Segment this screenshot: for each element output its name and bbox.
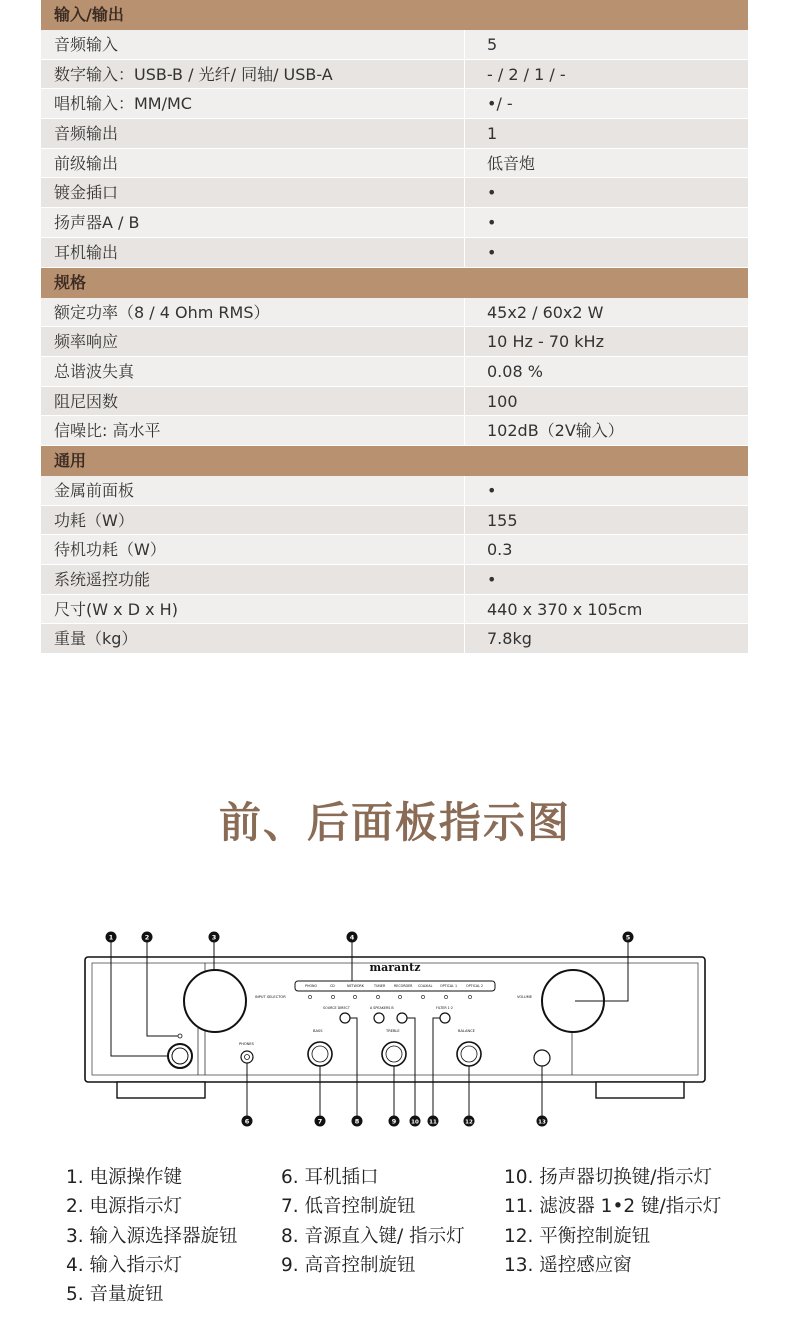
legend-item: 1. 电源操作键 [66, 1167, 183, 1188]
spec-table [41, 0, 748, 654]
spec-key: 音频输入 [41, 30, 465, 59]
front-panel-diagram [80, 925, 710, 1135]
remote-sensor [534, 1050, 550, 1066]
table-row [41, 149, 748, 179]
spec-value: • [487, 570, 497, 589]
power-button-inner [172, 1048, 188, 1064]
spec-key: 尺寸(W x D x H) [41, 595, 465, 624]
input-label: OPTICAL 1 [440, 984, 458, 988]
section-header-general: 通用 [41, 446, 748, 476]
spec-value: 100 [487, 391, 518, 411]
spec-key: 耳机输出 [41, 238, 465, 267]
speakers-label: A SPEAKERS B [370, 1006, 394, 1010]
input-selector-knob [184, 970, 246, 1032]
callout-number: 11 [429, 1119, 437, 1126]
input-label: TUNER [374, 984, 386, 988]
table-row [41, 178, 748, 208]
diagram-title: 前、后面板指示图 [218, 798, 571, 847]
table-row [41, 387, 748, 417]
legend-item: 8. 音源直入键/ 指示灯 [281, 1225, 465, 1247]
callout-number: 3 [211, 933, 217, 942]
foot-right [596, 1082, 684, 1098]
spec-key: 功耗（W） [41, 506, 465, 535]
callout-number: 4 [349, 933, 355, 942]
table-row [41, 119, 748, 149]
legend-item: 12. 平衡控制旋钮 [504, 1225, 651, 1247]
spec-value: 440 x 370 x 105cm [487, 599, 643, 619]
legend-column-1 [66, 1163, 238, 1309]
table-row [41, 327, 748, 357]
legend-item: 11. 滤波器 1•2 键/指示灯 [504, 1196, 722, 1218]
source-direct-button [340, 1013, 350, 1023]
brand-logo: marantz [369, 961, 421, 974]
legend-column-3 [504, 1163, 721, 1280]
filter-label: FILTER 1·2 [436, 1006, 453, 1010]
spec-key: 频率响应 [41, 327, 465, 356]
callout-number: 1 [108, 933, 114, 942]
callout-number: 5 [625, 933, 631, 942]
table-row [41, 416, 748, 446]
spec-key: 音频输出 [41, 119, 465, 148]
spec-key: 前级输出 [41, 149, 465, 178]
input-selector-label: INPUT SELECTOR [255, 995, 286, 999]
spec-value: 0.08 % [487, 361, 543, 381]
spec-key: 镀金插口 [41, 178, 465, 207]
spec-value: 102dB（2V输入） [487, 421, 624, 441]
table-row [41, 565, 748, 595]
input-label: OPTICAL 2 [466, 984, 484, 988]
spec-key: 重量（kg） [41, 624, 465, 653]
spec-value: • [487, 213, 497, 233]
speaker-a-button [374, 1013, 384, 1023]
table-row [41, 208, 748, 238]
spec-value: 1 [487, 124, 498, 144]
legend-item: 3. 输入源选择器旋钮 [66, 1225, 238, 1247]
spec-value: - / 2 / 1 / - [487, 64, 566, 84]
spec-key: 扬声器A / B [41, 208, 465, 237]
legend-item: 2. 电源指示灯 [66, 1196, 183, 1218]
spec-value: 10 Hz - 70 kHz [487, 332, 604, 352]
legend-column-2 [281, 1163, 465, 1280]
phones-jack-inner [245, 1055, 250, 1060]
spec-key: 待机功耗（W） [41, 535, 465, 564]
input-label: CD [330, 984, 335, 988]
spec-value: • [487, 183, 497, 203]
legend-item: 6. 耳机插口 [281, 1167, 379, 1188]
bass-label: BASS [313, 1029, 323, 1033]
legend-item: 10. 扬声器切换键/指示灯 [504, 1167, 713, 1188]
table-row [41, 595, 748, 625]
table-row [41, 476, 748, 506]
callout-number: 7 [317, 1117, 323, 1126]
legend-item: 9. 高音控制旋钮 [281, 1254, 416, 1276]
filter-button [440, 1013, 450, 1023]
spec-value: 0.3 [487, 540, 513, 560]
source-direct-label: SOURCE DIRECT [323, 1006, 350, 1010]
foot-left [117, 1082, 205, 1098]
spec-value: 5 [487, 35, 498, 54]
spec-value: 低音炮 [487, 153, 536, 173]
balance-label: BALANCE [458, 1029, 475, 1033]
legend-item: 5. 音量旋钮 [66, 1284, 164, 1306]
spec-key: 信噪比: 高水平 [41, 416, 465, 445]
spec-key: 金属前面板 [41, 476, 465, 505]
callout-number: 13 [538, 1119, 546, 1126]
spec-key: 数字输入：USB-B / 光纤/ 同轴/ USB-A [41, 60, 465, 89]
section-header-io: 输入/输出 [41, 0, 748, 30]
spec-value: • [487, 242, 497, 262]
table-row [41, 60, 748, 90]
spec-key: 唱机输入：MM/MC [41, 89, 465, 118]
spec-key: 总谐波失真 [41, 357, 465, 386]
table-row [41, 357, 748, 387]
callout-number: 12 [465, 1119, 473, 1126]
table-row [41, 238, 748, 268]
callout-number: 8 [354, 1117, 360, 1126]
phones-label: PHONES [239, 1042, 254, 1046]
volume-label: VOLUME [517, 995, 533, 999]
legend-item: 4. 输入指示灯 [66, 1254, 183, 1276]
section-header-specs: 规格 [41, 268, 748, 298]
input-label: COAXIAL [418, 984, 433, 988]
speaker-b-button [397, 1013, 407, 1023]
spec-key: 阻尼因数 [41, 387, 465, 416]
table-row [41, 506, 748, 536]
input-label: PHONO [305, 984, 318, 988]
table-row [41, 30, 748, 60]
legend-item: 13. 遥控感应窗 [504, 1254, 632, 1276]
spec-value: 155 [487, 510, 518, 530]
table-row [41, 298, 748, 328]
table-row [41, 535, 748, 565]
callout-number: 10 [411, 1119, 419, 1126]
power-indicator [178, 1034, 182, 1038]
legend-item: 7. 低音控制旋钮 [281, 1196, 416, 1218]
spec-key: 额定功率（8 / 4 Ohm RMS） [41, 298, 465, 327]
spec-value: •/ - [487, 94, 513, 114]
callout-number: 2 [144, 933, 150, 942]
callout-number: 9 [391, 1117, 397, 1126]
treble-knob-inner [386, 1046, 402, 1062]
callout-number: 6 [244, 1117, 250, 1126]
table-row [41, 89, 748, 119]
treble-label: TREBLE [386, 1029, 400, 1033]
table-row [41, 624, 748, 654]
spec-value: 45x2 / 60x2 W [487, 302, 604, 322]
input-label: RECORDER [394, 984, 413, 988]
bass-knob-inner [312, 1046, 328, 1062]
spec-value: 7.8kg [487, 629, 532, 649]
spec-key: 系统遥控功能 [41, 565, 465, 594]
spec-value: • [487, 480, 497, 500]
input-label: NETWORK [347, 984, 364, 988]
balance-knob-inner [461, 1046, 477, 1062]
